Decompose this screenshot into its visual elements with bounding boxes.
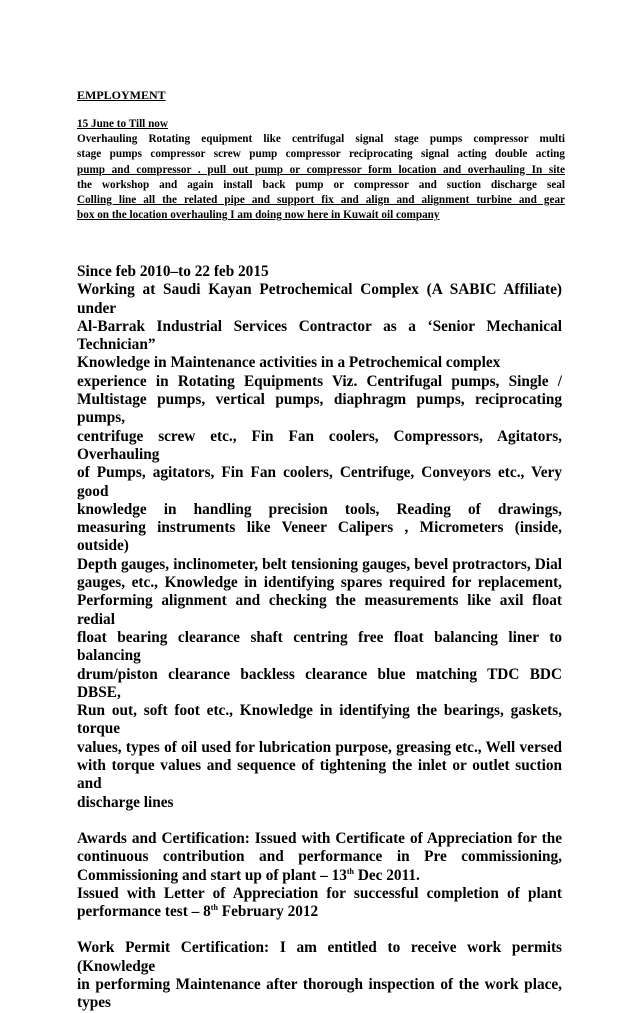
- experience-line-2: Multistage pumps, vertical pumps, diaphragm pumps, reciprocating pumps,: [77, 391, 562, 427]
- current-line-2: stage pumps compressor screw pump compressor reciprocating signal acting double acting: [77, 148, 565, 161]
- company-line-2: Al-Barrak Industrial Services Contractor as a ‘Senior Mechanical: [77, 317, 562, 335]
- awards-line-3-end: Dec 2011.: [354, 866, 420, 884]
- awards-line-5-sup: th: [210, 903, 218, 913]
- experience-line-12: Run out, soft foot etc., Knowledge in identifying the bearings, gaskets, torque: [77, 702, 562, 738]
- awards-line-2: continuous contribution and performance in Pre commissioning,: [77, 848, 562, 866]
- paragraph-gap: [77, 812, 562, 830]
- awards-line-3-sup: th: [346, 866, 354, 876]
- permit-line-1: Work Permit Certification: I am entitled to receive work permits (Knowledge: [77, 939, 562, 975]
- experience-line-15: discharge lines: [77, 793, 174, 811]
- current-line-4: the workshop and again install back pump or compressor and suction discharge seal: [77, 178, 565, 191]
- awards-line-4: Issued with Letter of Appreciation for successful completion of plant: [77, 884, 562, 902]
- knowledge-title: Knowledge in Maintenance activities in a Petrochemical complex: [77, 354, 501, 372]
- current-job-block: [77, 117, 565, 223]
- experience-line-7: Depth gauges, inclinometer, belt tensioning gauges, bevel protractors, Dial: [77, 555, 562, 573]
- experience-line-9: Performing alignment and checking the measurements like axil float redial: [77, 592, 562, 628]
- paragraph-gap: [77, 921, 562, 939]
- experience-line-5: knowledge in handling precision tools, Reading of drawings,: [77, 500, 562, 518]
- experience-line-11: drum/piston clearance backless clearance blue matching TDC BDC DBSE,: [77, 665, 562, 701]
- current-line-5: Colling line all the related pipe and support fix and align and alignment turbine and gear: [77, 194, 565, 207]
- company-line-1: Working at Saudi Kayan Petrochemical Complex (A SABIC Affiliate) under: [77, 281, 562, 317]
- awards-line-1: Awards and Certification: Issued with Certificate of Appreciation for the: [77, 829, 562, 847]
- current-line-6: box on the location overhauling I am doing now here in Kuwait oil company: [77, 209, 440, 222]
- awards-line-5-text: performance test – 8: [77, 903, 211, 921]
- current-line-3: pump and compressor . pull out pump or compressor form location and overhauling In site: [77, 163, 565, 176]
- awards-line-5-end: February 2012: [217, 903, 319, 921]
- experience-line-6: measuring instruments like Veneer Calipers , Micrometers (inside, outside): [77, 519, 562, 555]
- previous-job-block: [77, 263, 562, 1013]
- permit-line-2: in performing Maintenance after thorough inspection of the work place, types: [77, 975, 562, 1012]
- experience-line-1: experience in Rotating Equipments Viz. Centrifugal pumps, Single /: [77, 372, 562, 390]
- previous-period: Since feb 2010–to 22 feb 2015: [77, 263, 269, 280]
- awards-line-3-text: Commissioning and start up of plant – 13: [77, 866, 347, 884]
- experience-line-13: values, types of oil used for lubrication purpose, greasing etc., Well versed: [77, 738, 562, 756]
- current-line-1: Overhauling Rotating equipment like centrifugal signal stage pumps compressor multi: [77, 133, 565, 146]
- company-line-3: Technician”: [77, 336, 156, 354]
- experience-line-3: centrifuge screw etc., Fin Fan coolers, Compressors, Agitators, Overhauling: [77, 427, 562, 463]
- experience-line-8: gauges, etc., Knowledge in identifying spares required for replacement,: [77, 574, 562, 592]
- awards-line-5: [77, 903, 562, 921]
- experience-line-14: with torque values and sequence of tightening the inlet or outlet suction and: [77, 757, 562, 793]
- experience-line-10: float bearing clearance shaft centring free float balancing liner to balancing: [77, 628, 562, 665]
- employment-heading: EMPLOYMENT: [77, 88, 166, 102]
- awards-line-3: [77, 867, 562, 885]
- current-period: 15 June to Till now: [77, 118, 168, 130]
- experience-line-4: of Pumps, agitators, Fin Fan coolers, Centrifuge, Conveyors etc., Very good: [77, 464, 562, 500]
